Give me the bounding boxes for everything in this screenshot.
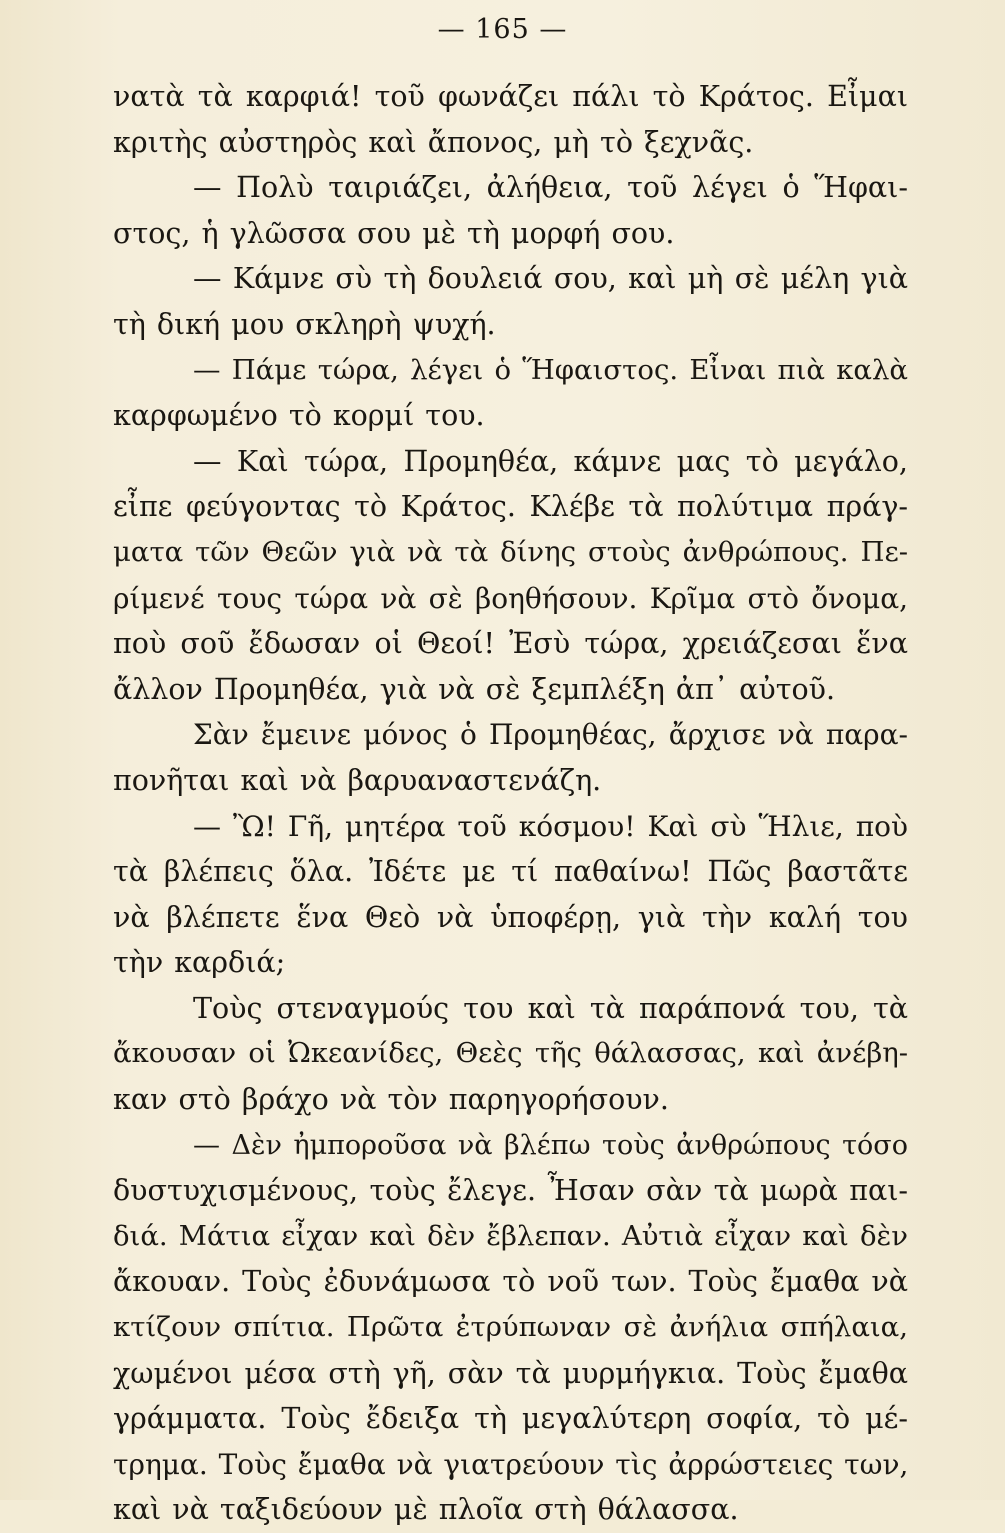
text-line: καν στὸ βράχο νὰ τὸν παρηγορήσουν. xyxy=(113,1083,669,1117)
text-line: — Δὲν ἠμποροῦσα νὰ βλέπω τοὺς ἀνθρώπους τόσο xyxy=(193,1129,908,1161)
text-line: — Πολὺ ταιριάζει, ἀλήθεια, τοῦ λέγει ὁ Ἥφαι- xyxy=(193,171,908,205)
text-line: τὰ βλέπεις ὅλα. Ἰδέτε με τί παθαίνω! Πῶς βαστᾶτε xyxy=(113,855,908,889)
text-line: χωμένοι μέσα στὴ γῆ, σὰν τὰ μυρμήγκια. Τοὺς ἔμαθα xyxy=(113,1356,908,1390)
text-line: — Πάμε τώρα, λέγει ὁ Ἥφαιστος. Εἶναι πιὰ καλὰ xyxy=(193,353,908,386)
text-line: ἄλλον Προμηθέα, γιὰ νὰ σὲ ξεμπλέξη ἀπ᾽ αὐτοῦ. xyxy=(113,672,836,706)
text-line: δυστυχισμένους, τοὺς ἔλεγε. Ἦσαν σὰν τὰ μωρὰ παι- xyxy=(113,1174,908,1208)
text-line: νατὰ τὰ καρφιά! τοῦ φωνάζει πάλι τὸ Κράτος. Εἶμαι xyxy=(113,80,908,113)
text-line: διά. Μάτια εἶχαν καὶ δὲν ἔβλεπαν. Αὐτιὰ εἶχαν καὶ δὲν xyxy=(113,1219,908,1252)
text-line: ματα τῶν Θεῶν γιὰ νὰ τὰ δίνης στοὺς ἀνθρώπους. Πε- xyxy=(113,535,908,568)
text-line: γράμματα. Τοὺς ἔδειξα τὴ μεγαλύτερη σοφία, τὸ μέ- xyxy=(113,1402,908,1436)
text-line: — Καὶ τώρα, Προμηθέα, κάμνε μας τὸ μεγάλο, xyxy=(193,444,908,478)
body-text xyxy=(113,74,908,1533)
text-line: στος, ἡ γλῶσσα σου μὲ τὴ μορφή σου. xyxy=(113,216,675,250)
text-line: Τοὺς στεναγμούς του καὶ τὰ παράπονά του, τὰ xyxy=(193,991,908,1025)
text-line: τὴν καρδιά; xyxy=(113,946,286,980)
text-line: εἶπε φεύγοντας τὸ Κράτος. Κλέβε τὰ πολύτιμα πράγ- xyxy=(113,490,908,524)
text-line: καρφωμένο τὸ κορμί του. xyxy=(113,399,485,433)
text-line: τὴ δική μου σκληρὴ ψυχή. xyxy=(113,307,496,341)
text-line: κτίζουν σπίτια. Πρῶτα ἐτρύπωναν σὲ ἀνήλια σπήλαια, xyxy=(113,1311,908,1344)
page-number: — 165 — xyxy=(437,14,568,45)
text-line: ἄκουσαν οἱ Ὠκεανίδες, Θεὲς τῆς θάλασσας, καὶ ἀνέβη- xyxy=(113,1037,908,1070)
text-line: πονῆται καὶ νὰ βαρυαναστενάζη. xyxy=(113,763,602,797)
text-line: — Κάμνε σὺ τὴ δουλειά σου, καὶ μὴ σὲ μέλη γιὰ xyxy=(193,262,908,296)
text-line: Σὰν ἔμεινε μόνος ὁ Προμηθέας, ἄρχισε νὰ παρα- xyxy=(193,718,908,752)
text-line: ποὺ σοῦ ἔδωσαν οἱ Θεοί! Ἐσὺ τώρα, χρειάζεσαι ἕνα xyxy=(113,627,908,661)
text-line: — Ὢ! Γῆ, μητέρα τοῦ κόσμου! Καὶ σὺ Ἥλιε, ποὺ xyxy=(193,809,908,843)
text-line: τρημα. Τοὺς ἔμαθα νὰ γιατρεύουν τὶς ἀρρώστειες των, xyxy=(113,1447,909,1481)
text-line: κριτὴς αὐστηρὸς καὶ ἄπονος, μὴ τὸ ξεχνᾶς. xyxy=(113,125,754,159)
text-line: καὶ νὰ ταξιδεύουν μὲ πλοῖα στὴ θάλασσα. xyxy=(113,1493,739,1527)
text-line: νὰ βλέπετε ἕνα Θεὸ νὰ ὑποφέρῃ, γιὰ τὴν καλή του xyxy=(113,900,908,934)
text-line: ἄκουαν. Τοὺς ἐδυνάμωσα τὸ νοῦ των. Τοὺς ἔμαθα νὰ xyxy=(113,1265,908,1299)
text-line: ρίμενέ τους τώρα νὰ σὲ βοηθήσουν. Κρῖμα στὸ ὄνομα, xyxy=(113,581,908,615)
